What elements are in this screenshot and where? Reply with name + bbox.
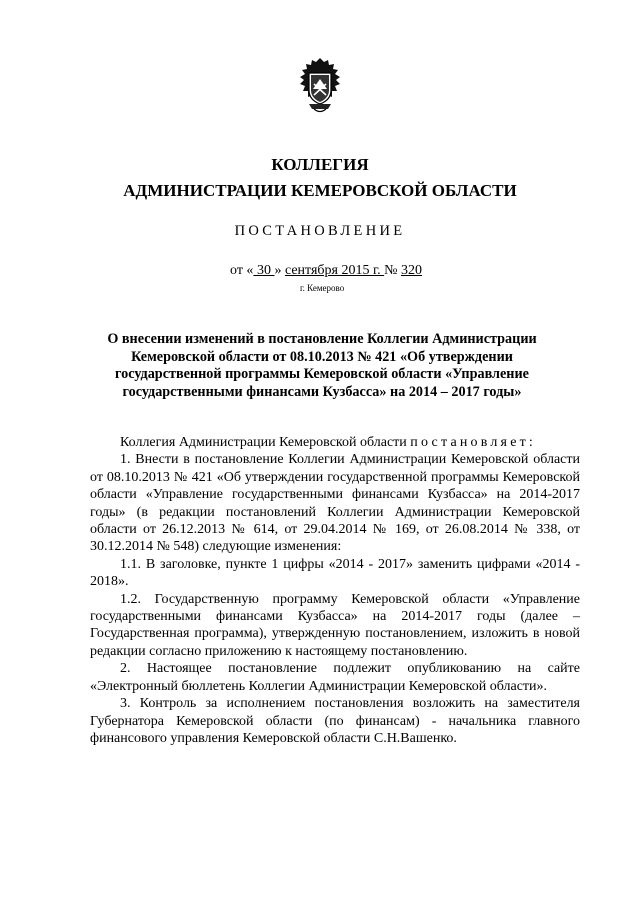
date-number-line <box>230 263 490 279</box>
org-name-line2: АДМИНИСТРАЦИИ КЕМЕРОВСКОЙ ОБЛАСТИ <box>123 181 517 200</box>
intro-spaced-word: постановляет: <box>410 435 537 450</box>
intro-text: Коллегия Администрации Кемеровской области <box>120 435 411 450</box>
paragraph-1-2: 1.2. Государственную программу Кемеровской области «Управление государственными финансами Кузбасса» на 2014-2017 годы (далее – Государственная программа), утвержденную постановлением, изложить в новой редакции согласно приложению к настоящему постановлению. <box>90 591 580 659</box>
document-body <box>90 434 580 747</box>
document-type: ПОСТАНОВЛЕНИЕ <box>234 223 406 239</box>
document-title: О внесении изменений в постановление Коллегии Администрации Кемеровской области от 08.10.2013 № 421 «Об утверждении государственной программы Кемеровской области «Управление государственными финансами Кузбасса» на 2014 – 2017 годы» <box>107 331 537 400</box>
paragraph-1-1: 1.1. В заголовке, пункте 1 цифры «2014 - 2017» заменить цифрами «2014 - 2018». <box>90 556 580 590</box>
coat-of-arms-icon <box>297 57 343 115</box>
city: г. Кемерово <box>300 283 345 293</box>
date-mid: » <box>274 263 285 278</box>
paragraph-3: 3. Контроль за исполнением постановления возложить на заместителя Губернатора Кемеровской области (по финансам) - начальника главного финансового управления Кемеровской области С.Н.Вашенко. <box>90 696 580 746</box>
document-number: 320 <box>401 263 422 278</box>
intro-paragraph <box>90 434 580 451</box>
paragraph-2: 2. Настоящее постановление подлежит опубликованию на сайте «Электронный бюллетень Коллегии Администрации Кемеровской области». <box>90 661 580 694</box>
org-name-line1: КОЛЛЕГИЯ <box>271 155 369 174</box>
paragraph-1: 1. Внести в постановление Коллегии Администрации Кемеровской области от 08.10.2013 № 421 «Об утверждении государственной программы Кемеровской области «Управление государственными финансами Кузбасса» на 2014-2017 годы» (в редакции постановлений Коллегии Администрации Кемеровской области от 26.12.2013 № 614, от 29.04.2014 № 169, от 26.08.2014 № 338, от 30.12.2014 № 548) следующие изменения: <box>90 452 580 555</box>
date-month-year: сентября 2015 г. <box>284 263 385 278</box>
number-prefix: № <box>384 263 401 278</box>
date-prefix: от « <box>230 263 254 278</box>
date-day: 30 <box>253 263 275 278</box>
